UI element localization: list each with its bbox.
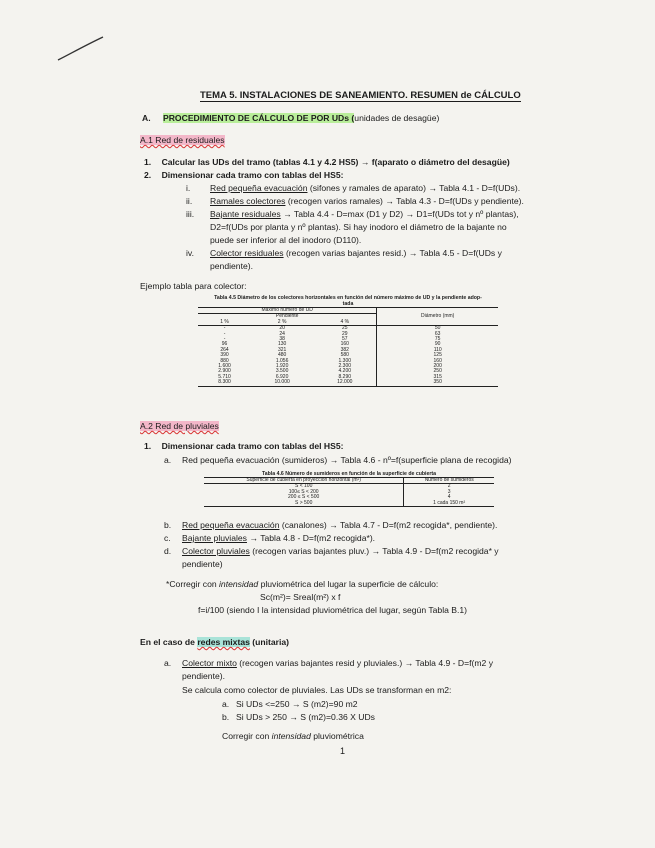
table-cell: 160	[340, 341, 349, 348]
table-cell: 38	[279, 336, 285, 343]
a1-heading: A.1 Red de residuales	[140, 135, 225, 145]
table-cell: 1.920	[275, 363, 289, 370]
table-cell: 480	[277, 352, 287, 359]
table-cell: 1.600	[218, 363, 231, 370]
table-colectores-col: 2 %	[277, 318, 287, 325]
table-cell: 3	[447, 488, 451, 495]
table-cell: 1 cada 150 m²	[433, 499, 466, 506]
table-colectores-col: 1 %	[220, 318, 229, 325]
a1-item-iii: iii. Bajante residuales → Tabla 4.4 - D=max (D1 y D2) → D1=f(UDs tot y nº plantas),	[186, 209, 519, 219]
table-row	[204, 501, 494, 507]
table-cell: -	[223, 325, 226, 332]
a2-item-b: b. Red pequeña evacuación (canalones) → Tabla 4.7 - D=f(m2 recogida*, pendiente).	[164, 520, 498, 530]
table-cell: 50	[377, 326, 498, 332]
table-colectores-head-max: Máximo número de UD	[198, 308, 377, 314]
table-cell: -	[223, 336, 226, 343]
table-cell: 2.300	[338, 363, 352, 370]
a2-formula-2: f=i/100 (siendo I la intensidad pluviométrica del lugar, según Tabla B.1)	[198, 605, 468, 615]
table-cell: 580	[340, 352, 349, 359]
table-cell: 350	[377, 380, 498, 386]
table-cell: 96	[221, 341, 228, 348]
a2-heading: A.2 Red de pluviales	[140, 421, 219, 431]
table-cell: 315	[377, 375, 498, 380]
table-cell: 200 ≤ S < 500	[204, 495, 404, 500]
table-cell: 4.200	[338, 368, 352, 375]
table-sumideros-head-1: Superficie de cubierta en proyección horizontal (m²)	[204, 478, 404, 484]
table-cell: 130	[277, 341, 287, 348]
table-cell: 1.300	[338, 357, 352, 364]
mixtas-final: Corregir con intensidad pluviométrica	[222, 731, 364, 741]
table-sumideros-head-2: Número de sumideros	[424, 477, 474, 483]
a1-item-i: i. Red pequeña evacuación (sifones y ramales de aparato) → Tabla 4.1 - D=f(UDs).	[186, 183, 521, 193]
table-colectores-caption: Tabla 4.5 Diámetro de los colectores horizontales en función del número máximo de UD y la pendiente adop-	[214, 295, 482, 301]
mixtas-heading: En el caso de redes mixtas (unitaria)	[140, 637, 290, 647]
a1-item-iii-cont-2: puede ser inferior al del inodoro (D110).	[210, 235, 362, 245]
mixtas-sub-a: a. Si UDs <=250 → S (m2)=90 m2	[222, 699, 358, 709]
mixtas-sub-b: b. Si UDs > 250 → S (m2)=0.36 X UDs	[222, 712, 375, 722]
table-cell: 100≤ S < 200	[204, 490, 404, 495]
table-cell: 4	[447, 494, 451, 501]
table-colectores-body	[198, 326, 498, 386]
table-cell: 390	[220, 352, 229, 359]
table-cell: 2.900	[218, 368, 231, 375]
table-cell: S > 500	[204, 501, 404, 507]
table-cell: 24	[279, 330, 285, 337]
table-cell: 2	[447, 483, 451, 490]
table-sumideros-body	[204, 484, 494, 507]
table-cell: 63	[377, 332, 498, 337]
table-colectores-col: 4 %	[340, 318, 350, 325]
table-colectores	[198, 295, 498, 387]
table-cell: 8.290	[338, 373, 352, 380]
table-cell: 1.056	[275, 357, 289, 364]
page-title: TEMA 5. INSTALACIONES DE SANEAMIENTO. RESUMEN de CÁLCULO	[200, 90, 521, 101]
a2-step-1: 1. Dimensionar cada tramo con tablas del HS5:	[144, 441, 344, 451]
table-cell: 3.500	[275, 368, 289, 375]
table-cell: 264	[220, 346, 229, 353]
a1-item-iv-cont: pendiente).	[210, 261, 254, 271]
table-colectores-caption-2: tada	[342, 301, 354, 307]
table-colectores-head-pend: Pendiente	[275, 313, 299, 320]
table-cell: 200	[377, 364, 498, 369]
section-a-letter: A.	[142, 113, 151, 123]
table-cell: 29	[341, 330, 348, 337]
table-cell: -	[223, 330, 226, 337]
table-cell: 75	[377, 337, 498, 342]
table-sumideros	[204, 471, 494, 507]
a1-item-ii: ii. Ramales colectores (recogen varios ramales) → Tabla 4.3 - D=f(UDs y pendiente).	[186, 196, 524, 206]
table-cell: 8.300	[218, 379, 231, 386]
a1-step-1: 1. Calcular las UDs del tramo (tablas 4.1 y 4.2 HS5) → f(aparato o diámetro del desagüe)	[144, 157, 510, 167]
table-row	[198, 380, 498, 386]
section-a-heading-rest: unidades de desagüe)	[354, 113, 440, 123]
table-colectores-head-diam: Diámetro (mm)	[377, 308, 498, 326]
a1-step-2: 2. Dimensionar cada tramo con tablas del HS5:	[144, 170, 344, 180]
mixtas-item-a-cont: pendiente).	[182, 671, 226, 681]
table-cell: 10.000	[274, 379, 290, 386]
mixtas-calc: Se calcula como colector de pluviales. Las UDs se transforman en m2:	[182, 685, 452, 695]
page-number: 1	[340, 746, 346, 756]
section-a-heading-highlight: PROCEDIMIENTO DE CÁLCULO DE POR UDs (	[162, 113, 355, 123]
table-cell: 25	[341, 325, 348, 332]
pen-stroke-mark	[56, 34, 106, 64]
table-cell: 57	[341, 336, 348, 343]
a1-item-iv: iv. Colector residuales (recogen varias bajantes resid.) → Tabla 4.5 - D=f(UDs y	[186, 248, 502, 258]
table-cell: 90	[377, 342, 498, 347]
a2-item-d-cont: pendiente)	[182, 559, 223, 569]
a2-item-c: c. Bajante pluviales → Tabla 4.8 - D=f(m2 recogida*).	[164, 533, 376, 543]
mixtas-item-a: a. Colector mixto (recogen varias bajantes resid y pluviales.) → Tabla 4.9 - D=f(m2 y	[164, 658, 494, 668]
a2-formula-1: Sc(m²)= Sreal(m²) x f	[260, 592, 341, 602]
table-cell: 125	[377, 353, 498, 358]
table-cell: 110	[377, 348, 498, 353]
table-sumideros-caption: Tabla 4.6 Número de sumideros en función de la superficie de cubierta	[261, 471, 437, 477]
table-cell: 12.000	[337, 379, 353, 386]
table-cell: 20	[279, 325, 285, 332]
table-cell: 6.920	[275, 373, 289, 380]
table-cell: 160	[377, 359, 498, 364]
table-cell: 250	[377, 369, 498, 374]
a2-note: *Corregir con intensidad pluviométrica del lugar la superficie de cálculo:	[166, 579, 439, 589]
example-label: Ejemplo tabla para colector:	[140, 281, 247, 291]
table-cell: 382	[340, 346, 349, 353]
table-cell: 321	[277, 346, 287, 353]
a2-item-a: a. Red pequeña evacuación (sumideros) → Tabla 4.6 - nº=f(superficie plana de recogida)	[164, 455, 512, 465]
table-cell: 5.710	[218, 373, 231, 380]
a2-item-d: d. Colector pluviales (recogen varias bajantes pluv.) → Tabla 4.9 - D=f(m2 recogida* y	[164, 546, 499, 556]
table-cell: 880	[220, 357, 229, 364]
section-a-heading	[142, 112, 439, 124]
table-cell: S < 100	[204, 484, 404, 490]
a1-item-iii-cont-1: D2=f(UDs por planta y nº plantas). Si hay inodoro el diámetro de la bajante no	[210, 222, 507, 232]
